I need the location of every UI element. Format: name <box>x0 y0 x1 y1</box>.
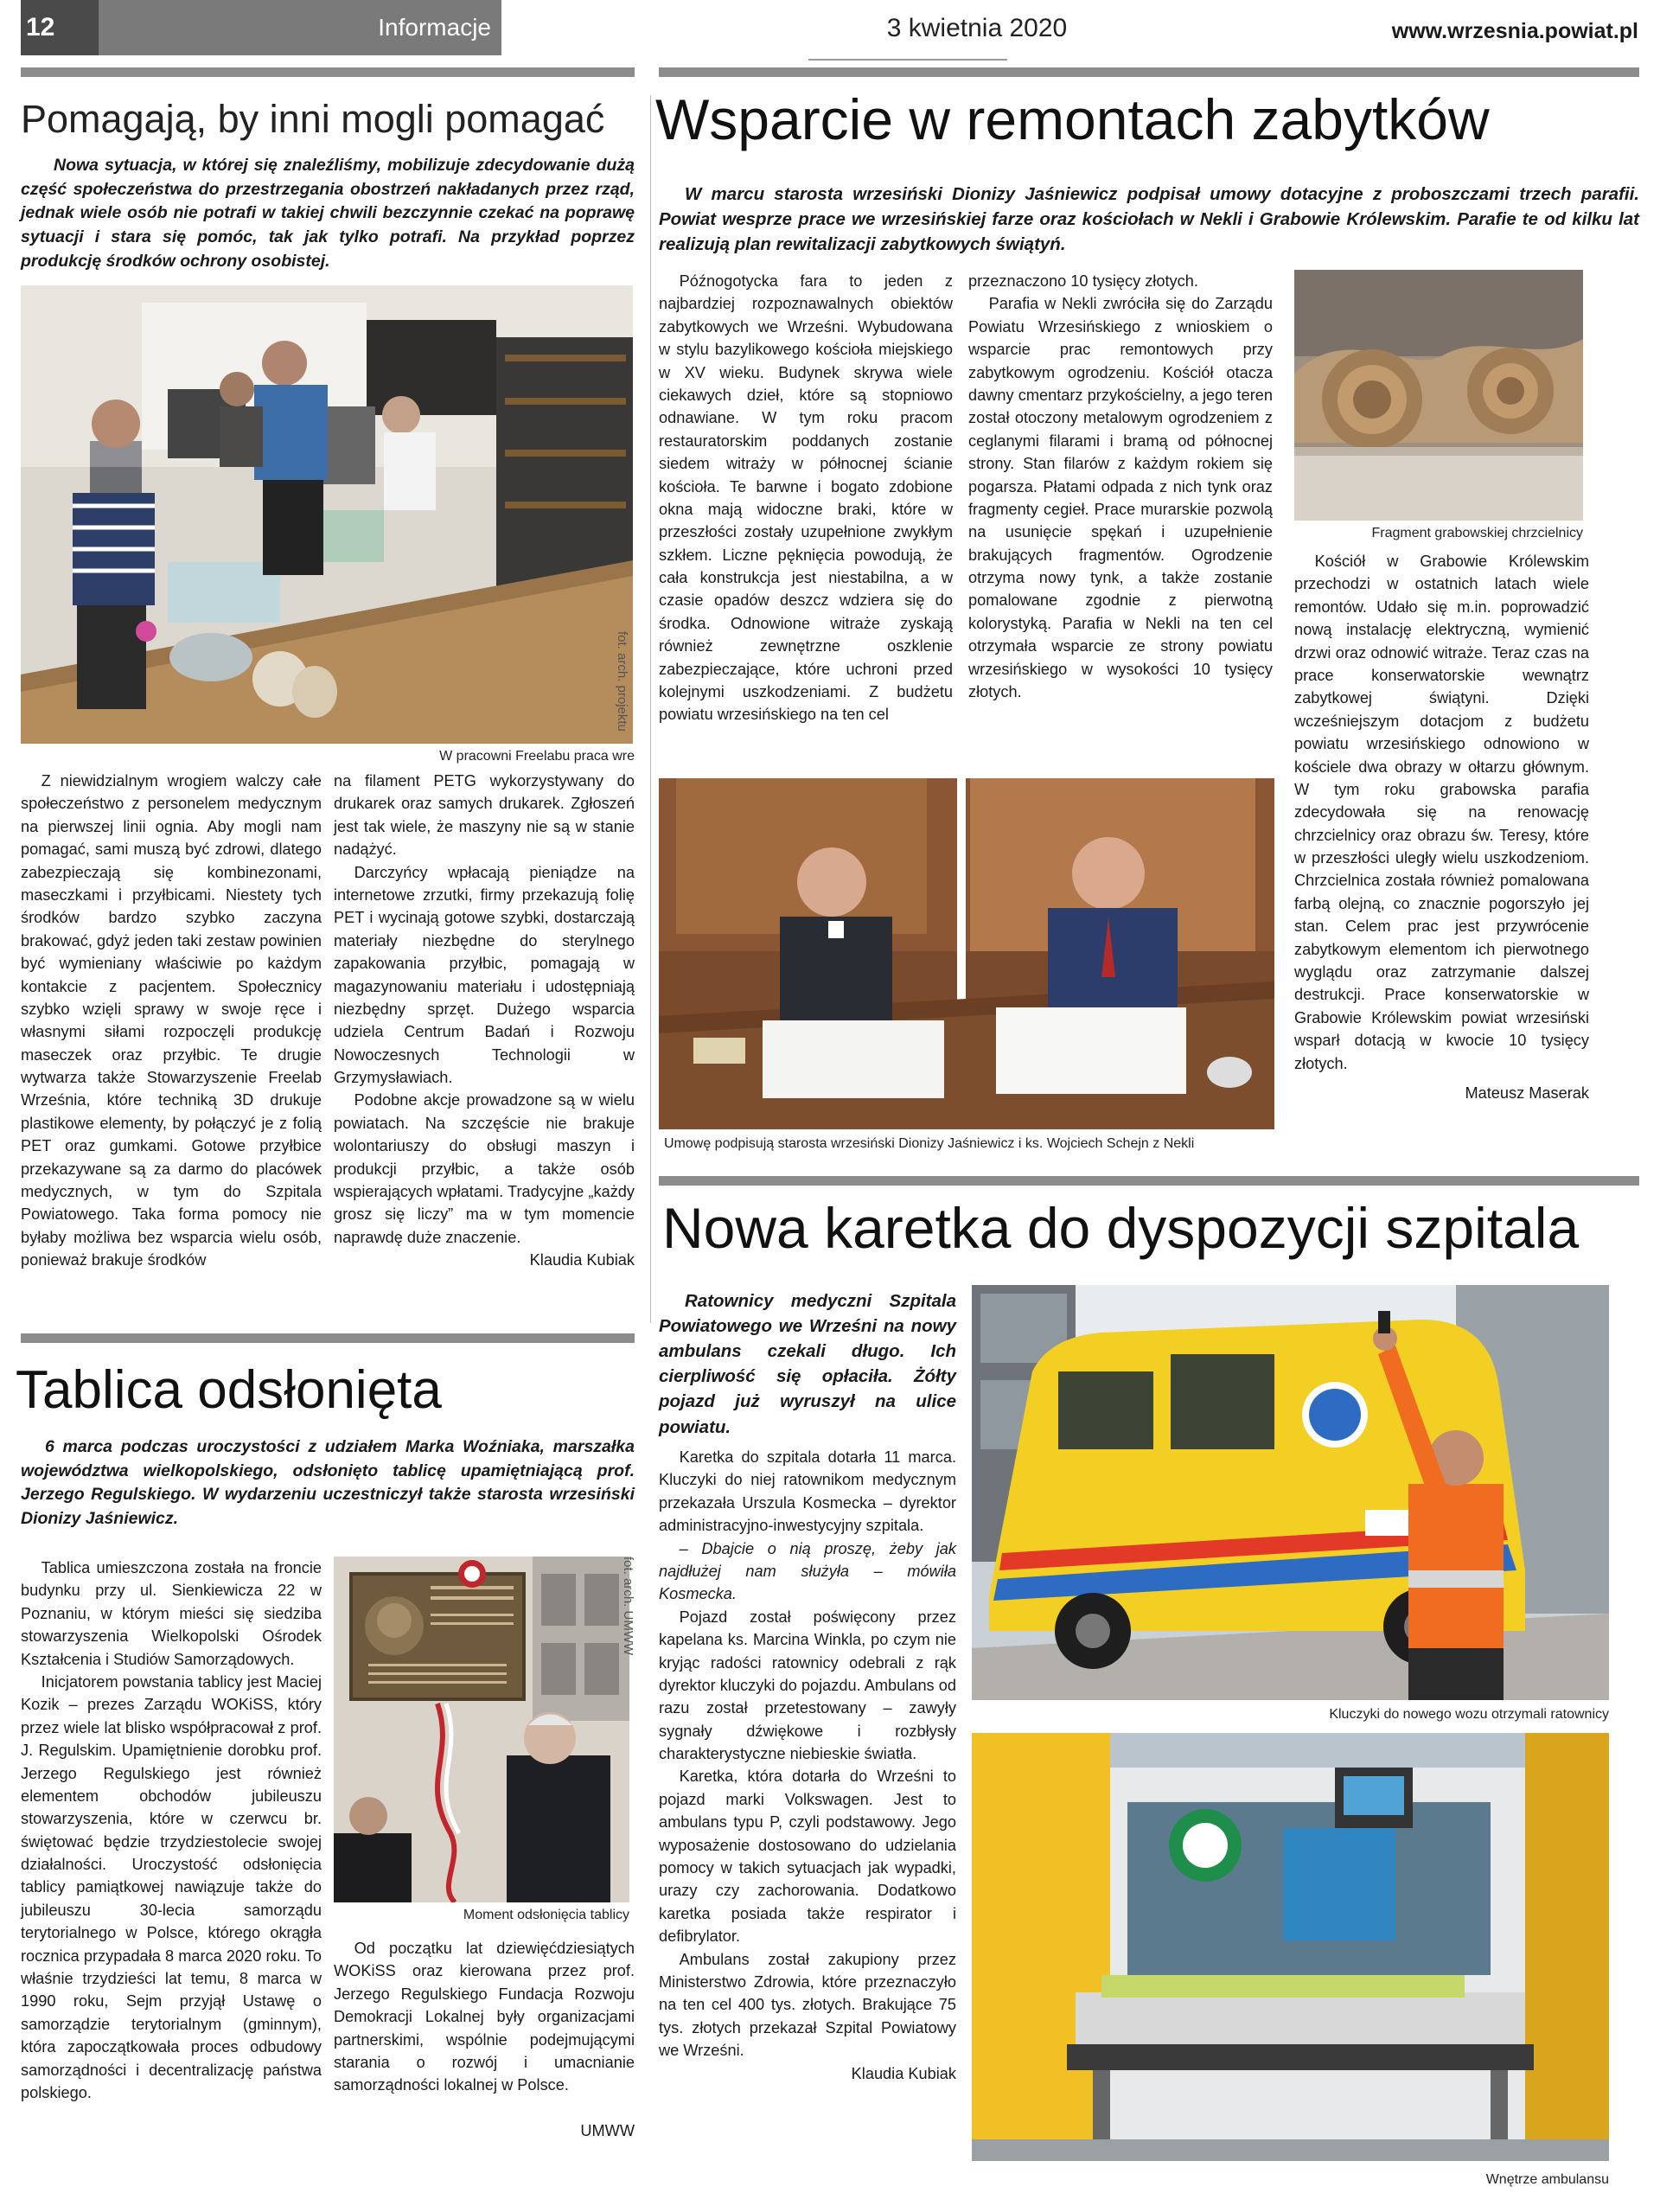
photo-caption: Kluczyki do nowego wozu otrzymali ratownicy <box>1329 1707 1609 1722</box>
section-bar <box>659 67 1639 77</box>
paragraph: Ambulans został zakupiony przez Ministerstwo Zdrowia, które przeznaczyło na ten cel 400 tys. złotych. Brakujące 75 tys. złotych przekazał Szpital Powiatowy we Wrześni. <box>659 1950 956 2060</box>
photo-caption: Moment odsłonięcia tablicy <box>463 1908 629 1922</box>
header-rule <box>808 59 1007 61</box>
section-label: Informacje <box>99 0 501 55</box>
article-title-tablica: Tablica odsłonięta <box>16 1360 442 1420</box>
author: Klaudia Kubiak <box>529 1251 635 1269</box>
signing-photo <box>659 778 1274 1129</box>
article-lead-tablica: 6 marca podczas uroczystości z udziałem Marka Woźniaka, marszałka województwa wielkopolskiego, odsłonięto tablicę upamiętniającą prof. Jerzego Regulskiego. W wydarzeniu uczestniczył także starosta wrzesiński Dionizy Jaśniewicz. <box>21 1437 635 1529</box>
photo-caption: Wnętrze ambulansu <box>1485 2172 1609 2187</box>
article-title-zabytki: Wsparcie w remontach zabytków <box>655 87 1490 151</box>
article-title-freelab: Pomagają, by inni mogli pomagać <box>21 97 605 141</box>
paragraph: Darczyńcy wpłacają pieniądze na internetowe zrzutki, firmy przekazują folię PET i wycinają gotowe szybki, dostarczają materiały niezbędne do sterylnego zapakowania przyłbic, pomagają w magazynowaniu materiału i udostępniają niezbędny sprzęt. Dużego wsparcia udziela Centrum Badań i Rozwoju Nowoczesnych Technologii w Grzymysławiach. <box>334 863 635 1087</box>
paragraph: Parafia w Nekli zwróciła się do Zarządu Powiatu Wrzesińskiego z wnioskiem o wsparcie prac remontowych przy zabytkowym ogrodzeniu. Kościół otacza dawny cmentarz przykościelny, a jego teren został otoczony metalowym ogrodzeniem z ceglanymi filarami i bramą od północnej strony. Stan filarów z każdym rokiem się pogarsza. Płatami odpada z nich tynk oraz fragmenty cegieł. Prace murarskie pozwolą na usunięcie spękań i uzupełnienie brakujących fragmentów. Ogrodzenie otrzyma nowy tynk, a także zostanie pomalowane zgodnie z pierwotną kolorystyką. Parafia w Nekli na ten cel otrzymała wsparcie ze strony powiatu wrzesińskiego w wysokości 10 tysięcy złotych. <box>968 295 1273 701</box>
author: UMWW <box>580 2121 635 2139</box>
vehicle-plate-text <box>1522 1332 1523 1333</box>
website-url[interactable]: www.wrzesnia.powiat.pl <box>1391 19 1638 43</box>
photo-credit: fot. arch. projektu <box>615 631 629 732</box>
article-column-3 <box>1294 550 1589 1104</box>
paragraph: Inicjatorem powstania tablicy jest Maciej Kozik – prezes Zarządu WOKiSS, który przez wiele lat blisko współpracował z prof. J. Regulskim. Upamiętnienie dorobku prof. Jerzego Regulskiego jest również elementem obchodów jubileuszu stowarzyszenia, które w czerwcu br. świętować będzie trzydziestolecie swojej działalności. Uroczystość odsłonięcia tablicy pamiątkowej nawiązuje także do jubileuszu 30-lecia samorządu terytorialnego w Polsce, którego okrągła rocznica przypadała 8 marca 2020 roku. To właśnie trzydzieści lat temu, 8 marca w 1990 roku, Sejm przyjął Ustawę o samorządzie terytorialnym (gminnym), która zapoczątkowała proces odbudowy samorządności i decentralizację państwa polskiego. <box>21 1672 322 2101</box>
photo-caption: W pracowni Freelabu praca wre <box>439 749 635 764</box>
paragraph-quote: – Dbajcie o nią proszę, żeby jak najdłużej nam służyła – mówiła Kosmecka. <box>659 1539 956 1603</box>
baptismal-font-photo <box>1294 270 1583 521</box>
article-column-1 <box>21 1557 322 2104</box>
column-divider <box>650 95 651 1323</box>
paragraph: Kościół w Grabowie Królewskim przechodzi w ostatnich latach wiele remontów. Udało się m.in. poprowadzić nową instalację elektryczną, wymienić drzwi oraz odnowić witraże. Teraz czas na prace konserwatorskie wewnątrz zabytkowej świątyni. Dzięki wcześniejszym dotacjom z budżetu powiatu wrzesińskiego odnowiono w kościele dwa obrazy w ołtarzu głównym. W tym roku grabowska parafia zdecydowała się na renowację chrzcielnicy oraz obrazu św. Teresy, które w przeszłości uległy wielu uszkodzeniom. Chrzcielnica została również pomalowana farbą olejną, co znacznie pogorszyło jej stan. Celem prac jest przywrócenie zabytkowym elementom ich pierwotnego wyglądu oraz zatrzymanie dalszej destrukcji. Prace konserwatorskie w Grabowie Królewskim powiat wrzesiński wsparł dotacją w kwocie 10 tysięcy złotych. <box>1294 553 1589 1072</box>
article-lead-zabytki: W marcu starosta wrzesiński Dionizy Jaśniewicz podpisał umowy dotacyjne z proboszczami trzech parafii. Powiat wesprze prace we wrzesińskiej farze oraz kościołach w Nekli i Grabowie Królewskim. Parafie te od kilku lat realizują plan rewitalizacji zabytkowych świątyń. <box>659 184 1639 255</box>
paragraph: przeznaczono 10 tysięcy złotych. <box>968 272 1198 290</box>
photo-caption: Fragment grabowskiej chrzcielnicy <box>1371 526 1583 540</box>
photo-caption: Umowę podpisują starosta wrzesiński Dionizy Jaśniewicz i ks. Wojciech Schejn z Nekli <box>664 1136 1195 1151</box>
ambulance-photo <box>972 1285 1609 1700</box>
issue-date: 3 kwietnia 2020 <box>886 14 1068 42</box>
paragraph: Z niewidzialnym wrogiem walczy całe społeczeństwo z personelem medycznym na pierwszej linii ognia. Aby mogli nam pomagać, sami muszą być zdrowi, dlatego zabezpieczają się kombinezonami, maseczkami i przyłbicami. Niestety tych środków bardzo szybko zaczyna brakować, gdyż jeden taki zestaw powinien być wymieniany właściwie po każdym kontakcie z pacjentem. Społecznicy szybko wzięli sprawy w swoje ręce i własnymi siłami rozpoczęli produkcję maseczek oraz przyłbic. Te drugie wytwarza także Stowarzyszenie Freelab Września, które techniką 3D drukuje plastikowe elementy, by połączyć je z folią PET oraz gumkami. Gotowe przyłbice przekazywane są za darmo do placówek medycznych, w tym do Szpitala Powiatowego. Taka forma pomocy nie byłaby możliwa bez wsparcia wielu osób, ponieważ brakuje środków <box>21 772 322 1269</box>
ambulance-interior-photo <box>972 1733 1609 2161</box>
paragraph: Pojazd został poświęcony przez kapelana ks. Marcina Winkla, po czym nie kryjąc radości ratownicy odebrali z rąk dyrektor kluczyki do pojazdu. Ambulans od razu został przetestowany – zawyły sygnały dźwiękowe i rozbłysły charakterystyczne niebieskie światła. <box>659 1608 956 1763</box>
workshop-photo <box>21 285 633 744</box>
section-bar <box>21 67 635 77</box>
article-column-2 <box>968 270 1273 703</box>
section-bar <box>659 1176 1639 1186</box>
article-lead-karetka: Ratownicy medyczni Szpitala Powiatowego we Wrześni na nowy ambulans czekali długo. Ich cierpliwość się opłaciła. Żółty pojazd już wyruszył na ulice powiatu. <box>659 1291 956 1437</box>
author: Klaudia Kubiak <box>851 2064 956 2082</box>
article-column <box>659 1446 956 2085</box>
page-number: 12 <box>21 0 99 55</box>
article-column-2 <box>334 770 635 1272</box>
article-column-1 <box>21 770 322 1272</box>
photo-credit: fot. arch. UMWW <box>621 1557 635 1656</box>
paragraph: na filament PETG wykorzystywany do drukarek oraz samych drukarek. Zgłoszeń jest tak wiele, że maszyny nie są w stanie nadążyć. <box>334 772 635 859</box>
paragraph: Tablica umieszczona została na froncie budynku przy ul. Sienkiewicza 22 w Poznaniu, w którym mieści się siedziba stowarzyszenia Wielkopolski Ośrodek Kształcenia i Studiów Samorządowych. <box>21 1559 322 1668</box>
article-title-karetka: Nowa karetka do dyspozycji szpitala <box>662 1196 1580 1260</box>
paragraph: Podobne akcje prowadzone są w wielu powiatach. Na szczęście nie brakuje wolontariuszy do obsługi maszyn i produkcji przyłbic, a także osób wspierających wpłatami. Tradycyjne „każdy grosz się liczy” ma w tym momencie naprawdę duże znaczenie. <box>334 1091 635 1246</box>
paragraph: Karetka, która dotarła do Wrześni to pojazd marki Volkswagen. Jest to ambulans typu P, czyli podstawowy. Jego wyposażenie dostosowano do udzielania pomocy w takich sytuacjach jak wypadki, urazy czy zachorowania. Dodatkowo karetka posiada także respirator i defibrylator. <box>659 1768 956 1946</box>
section-bar <box>21 1333 635 1343</box>
plaque-photo <box>334 1557 629 1902</box>
paragraph: Od początku lat dziewięćdziesiątych WOKiSS oraz kierowana przez prof. Jerzego Regulskiego Fundacja Rozwoju Demokracji Lokalnej były organizacjami partnerskimi, wspólnie podejmującymi starania o rozwój i umacnianie samorządności lokalnej w Polsce. <box>334 1940 635 2094</box>
article-lead-freelab: Nowa sytuacja, w której się znaleźliśmy, mobilizuje zdecydowanie dużą część społeczeństwa do przestrzegania obostrzeń nakładanych przez rząd, jednak wiele osób nie potrafi w takiej chwili bezczynnie czekać na poprawę sytuacji i stara się pomóc, tak jak tylko potrafi. Na przykład poprzez produkcję środków ochrony osobistej. <box>21 156 635 271</box>
author: Mateusz Maserak <box>1465 1084 1589 1102</box>
article-column-1 <box>659 270 953 726</box>
paragraph: Późnogotycka fara to jeden z najbardziej rozpoznawalnych obiektów zabytkowych we Wrześni. Wybudowana w stylu bazylikowego kościoła miejskiego w XV wieku. Budynek skrywa wiele ciekawych dzieł, które są stopniowo odnawiane. W tym roku pracom restauratorskim poddanych zostanie siedem witraży w północnej ścianie kościoła. Te barwne i bogato zdobione okna mają widoczne braki, które w przeszłości zostały uzupełnione zwykłym szkłem. Liczne pęknięcia powodują, że cała konstrukcja jest niestabilna, a w czasie opadów deszcz wdziera się do środka. Odnowione witraże zyskają również zewnętrzne oszklenie zabezpieczające, które uchroni przed kolejnymi uszkodzeniami. Z budżetu powiatu wrzesińskiego na ten cel <box>659 272 953 724</box>
article-column-2 <box>334 1937 635 2142</box>
paragraph: Karetka do szpitala dotarła 11 marca. Kluczyki do niej ratownikom medycznym przekazała Urszula Kosmecka – dyrektor administracyjno-inwestycyjny szpitala. <box>659 1448 956 1535</box>
